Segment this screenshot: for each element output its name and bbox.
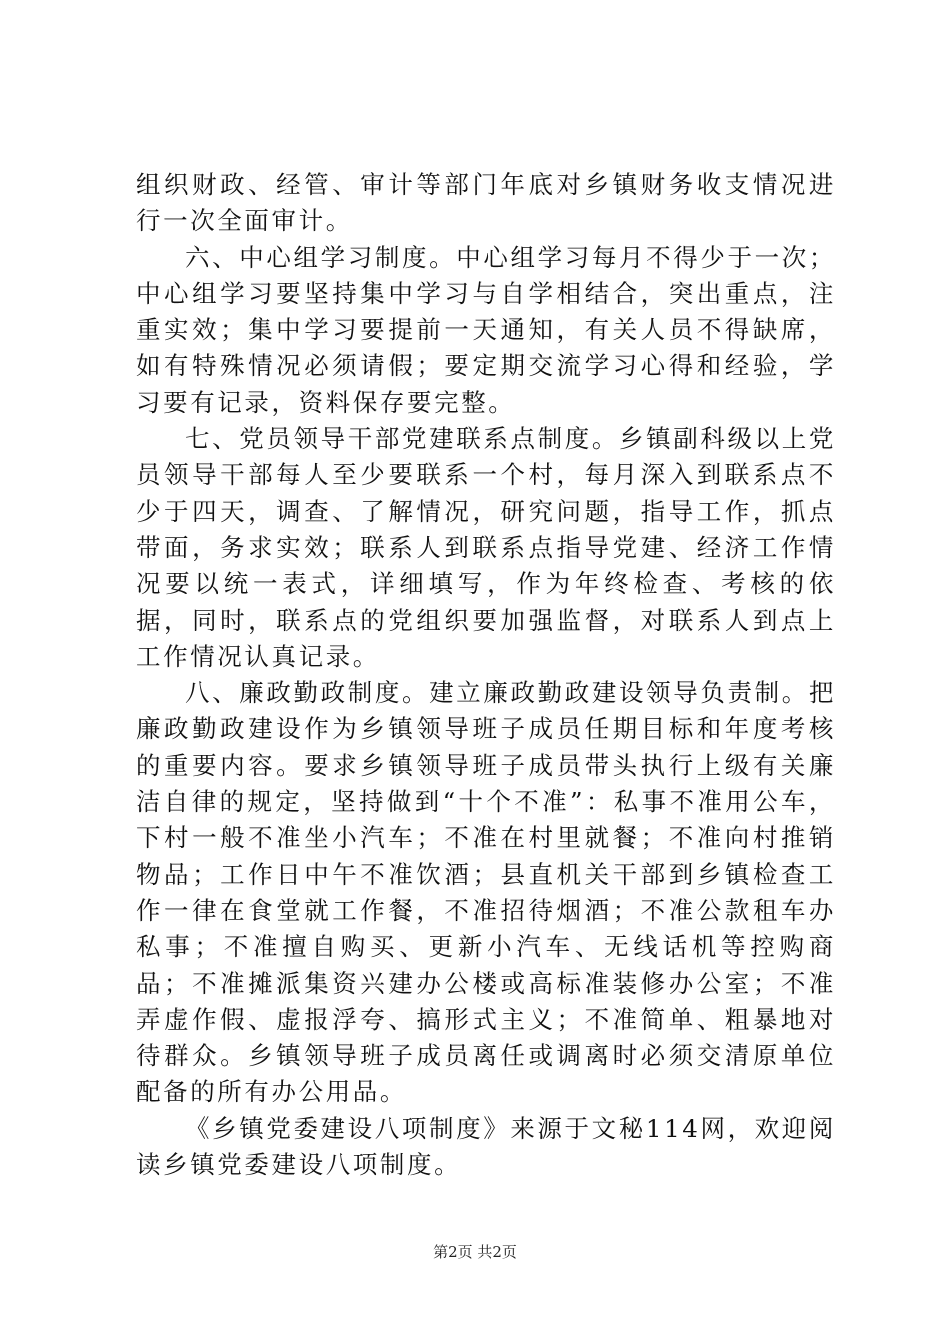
paragraph-contact-point-system: 七、党员领导干部党建联系点制度。乡镇副科级以上党员领导干部每人至少要联系一个村，每月深入到联系点不少于四天，调查、了解情况，研究问题，指导工作，抓点带面，务求实效；联系人到联系点指导党建、经济工作情况要以统一表式，详细填写，作为年终检查、考核的依据，同时，联系点的党组织要加强监督，对联系人到点上工作情况认真记录。 bbox=[136, 424, 836, 671]
paragraph-audit-continuation: 组织财政、经管、审计等部门年底对乡镇财务收支情况进行一次全面审计。 bbox=[136, 170, 836, 236]
paragraph-study-system: 六、中心组学习制度。中心组学习每月不得少于一次；中心组学习要坚持集中学习与自学相结合，突出重点，注重实效；集中学习要提前一天通知，有关人员不得缺席，如有特殊情况必须请假；要定期交流学习心得和经验，学习要有记录，资料保存要完整。 bbox=[136, 242, 836, 417]
paragraph-integrity-system: 八、廉政勤政制度。建立廉政勤政建设领导负责制。把廉政勤政建设作为乡镇领导班子成员任期目标和年度考核的重要内容。要求乡镇领导班子成员带头执行上级有关廉洁自律的规定，坚持做到“十个不准”：私事不准用公车，下村一般不准坐小汽车；不准在村里就餐；不准向村推销物品；工作日中午不准饮酒；县直机关干部到乡镇检查工作一律在食堂就工作餐，不准招待烟酒；不准公款租车办私事；不准擅自购买、更新小汽车、无线话机等控购商品；不准摊派集资兴建办公楼或高标准装修办公室；不准弄虚作假、虚报浮夸、搞形式主义；不准简单、粗暴地对待群众。乡镇领导班子成员离任或调离时必须交清原单位配备的所有办公用品。 bbox=[136, 678, 836, 1107]
page-number: 第2页 共2页 bbox=[433, 1243, 517, 1261]
paragraph-source-note: 《乡镇党委建设八项制度》来源于文秘114网，欢迎阅读乡镇党委建设八项制度。 bbox=[136, 1113, 836, 1180]
document-body bbox=[136, 167, 836, 1183]
